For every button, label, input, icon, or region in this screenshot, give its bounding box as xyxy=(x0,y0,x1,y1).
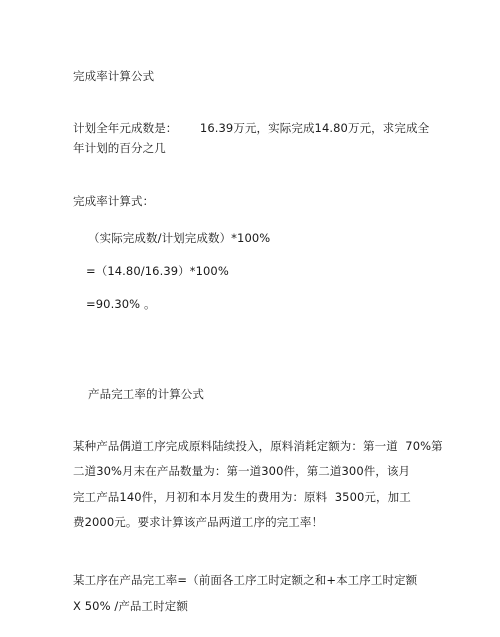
problem2-text-line4: 费2000元。要求计算该产品两道工序的完工率！ xyxy=(73,515,324,529)
heading-product-completion-rate: 产品完工率的计算公式 xyxy=(88,387,204,401)
formula-label: 完成率计算式： xyxy=(73,194,155,208)
formula-line2: =（14.80/16.39）*100% xyxy=(86,264,229,278)
formula2-line1: 某工序在产品完工率=（前面各工序工时定额之和+本工序工时定额 xyxy=(73,573,418,587)
problem1-text-line1: 计划全年元成数是： 16.39万元，实际完成14.80万元，求完成全 xyxy=(73,121,430,135)
formula-result: =90.30% 。 xyxy=(86,297,156,311)
problem1-text-line2: 年计划的百分之几 xyxy=(73,141,166,155)
problem2-text-line2: 二道30%月末在产品数量为：第一道300件，第二道300件，该月 xyxy=(73,464,411,478)
formula-line1: （实际完成数/计划完成数）*100% xyxy=(88,231,271,245)
heading-completion-rate-formula: 完成率计算公式 xyxy=(73,69,155,83)
formula2-line2: X 50% /产品工时定额 xyxy=(73,599,188,613)
problem2-text-line3: 完工产品140件，月初和本月发生的费用为：原料 3500元，加工 xyxy=(73,490,411,504)
problem2-text-line1: 某种产品偶道工序完成原料陆续投入，原料消耗定额为：第一道 70%第 xyxy=(73,439,443,453)
